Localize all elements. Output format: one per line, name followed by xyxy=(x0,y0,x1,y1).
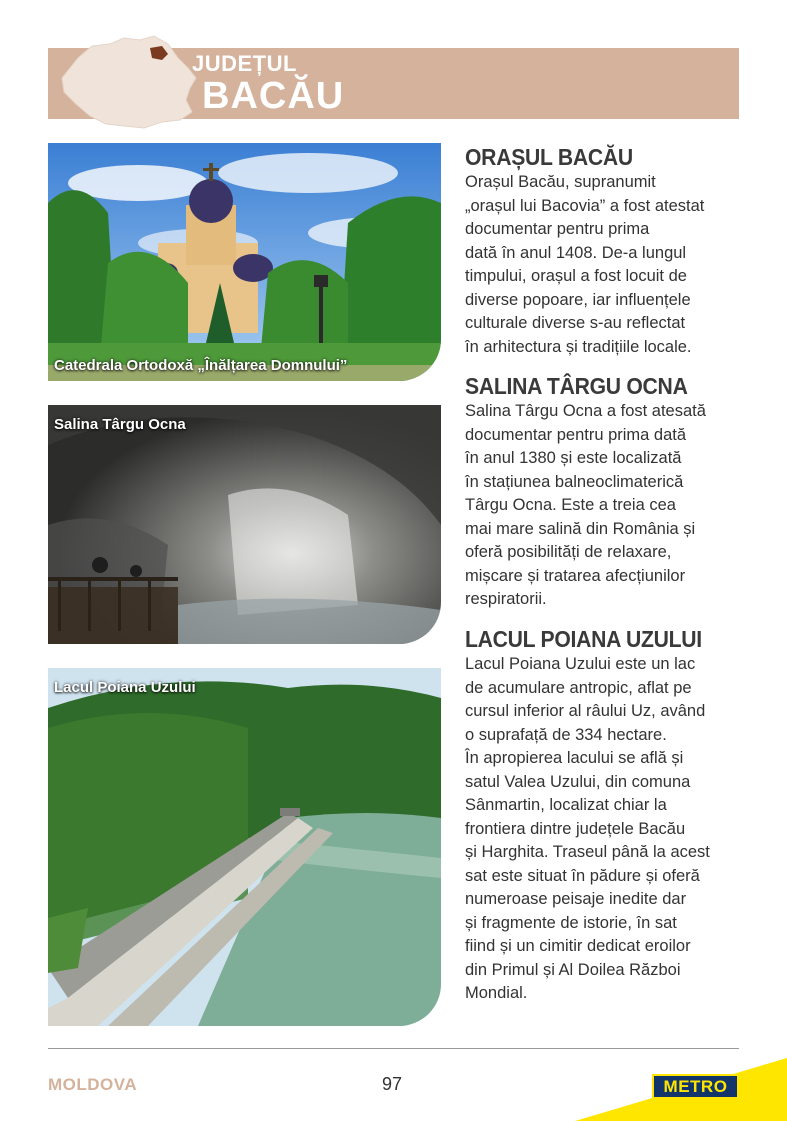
body-line: Orașul Bacău, supranumit xyxy=(465,173,656,191)
body-line: documentar pentru prima xyxy=(465,220,650,238)
body-line: mai mare salină din România și xyxy=(465,519,696,538)
body-line: culturale diverse s-au reflectat xyxy=(465,314,686,332)
body-line: și fragmente de istorie, în sat xyxy=(465,913,677,932)
body-line: Târgu Ocna. Este a treia cea xyxy=(465,496,676,514)
body-line: respiratorii. xyxy=(465,590,547,608)
body-line: din Primul și Al Doilea Război xyxy=(465,960,681,979)
body-line: „orașul lui Bacovia” a fost atestat xyxy=(465,196,705,215)
body-line: Sânmartin, localizat chiar la xyxy=(465,796,667,814)
header-kicker: JUDEȚUL xyxy=(192,51,297,76)
body-line: mișcare și tratarea afecțiunilor xyxy=(465,566,686,585)
section-title-salina-targu-ocna: SALINA TÂRGU OCNA xyxy=(465,373,688,399)
footer-divider xyxy=(48,1048,739,1049)
body-line: în anul 1380 și este localizată xyxy=(465,449,682,467)
body-line: diverse popoare, iar influențele xyxy=(465,290,691,309)
body-line: în stațiunea balneoclimaterică xyxy=(465,472,684,491)
body-line: Salina Târgu Ocna a fost atesată xyxy=(465,402,706,420)
body-line: satul Valea Uzului, din comuna xyxy=(465,772,691,791)
page-title: BACĂU xyxy=(202,75,345,117)
body-line: cursul inferior al râului Uz, având xyxy=(465,702,706,720)
body-line: oferă posibilități de relaxare, xyxy=(465,543,672,561)
section-body-orasul-bacau xyxy=(465,171,737,359)
section-body-lacul-poiana-uzului xyxy=(465,653,737,1006)
section-title-lacul-poiana-uzului: LACUL POIANA UZULUI xyxy=(465,626,702,652)
cathedral-photo xyxy=(48,143,441,381)
body-line: frontiera dintre județele Bacău xyxy=(465,819,686,838)
body-line: numeroase peisaje inedite dar xyxy=(465,890,687,908)
salt-mine-photo xyxy=(48,405,441,644)
cathedral-image xyxy=(48,143,441,381)
photo-caption: Lacul Poiana Uzului xyxy=(54,679,196,696)
body-line: timpului, orașul a fost locuit de xyxy=(465,267,687,285)
section-title-orasul-bacau: ORAȘUL BACĂU xyxy=(465,144,633,170)
body-line: fiind și un cimitir dedicat eroilor xyxy=(465,937,691,955)
metro-logo: METRO xyxy=(652,1074,739,1099)
photo-caption: Catedrala Ortodoxă „Înălțarea Domnului” xyxy=(54,357,348,374)
body-line: Lacul Poiana Uzului este un lac xyxy=(465,655,696,673)
salt-mine-image xyxy=(48,405,441,644)
body-line: și Harghita. Traseul până la acest xyxy=(465,843,710,861)
body-line: documentar pentru prima dată xyxy=(465,425,687,444)
section-body-salina-targu-ocna xyxy=(465,400,737,612)
body-line: de acumulare antropic, aflat pe xyxy=(465,678,692,697)
body-line: În apropierea lacului se află și xyxy=(465,749,684,767)
footer-region-label: MOLDOVA xyxy=(48,1075,138,1094)
lake-photo xyxy=(48,668,441,1026)
body-line: în arhitectura și tradițiile locale. xyxy=(465,337,692,356)
page-number: 97 xyxy=(382,1074,403,1094)
lake-dam-image xyxy=(48,668,441,1026)
body-line: o suprafață de 334 hectare. xyxy=(465,725,667,744)
romania-map-icon xyxy=(58,34,200,132)
photo-caption: Salina Târgu Ocna xyxy=(54,416,186,433)
body-line: dată în anul 1408. De-a lungul xyxy=(465,243,687,262)
body-line: Mondial. xyxy=(465,984,528,1002)
body-line: sat este situat în pădure și oferă xyxy=(465,866,700,885)
